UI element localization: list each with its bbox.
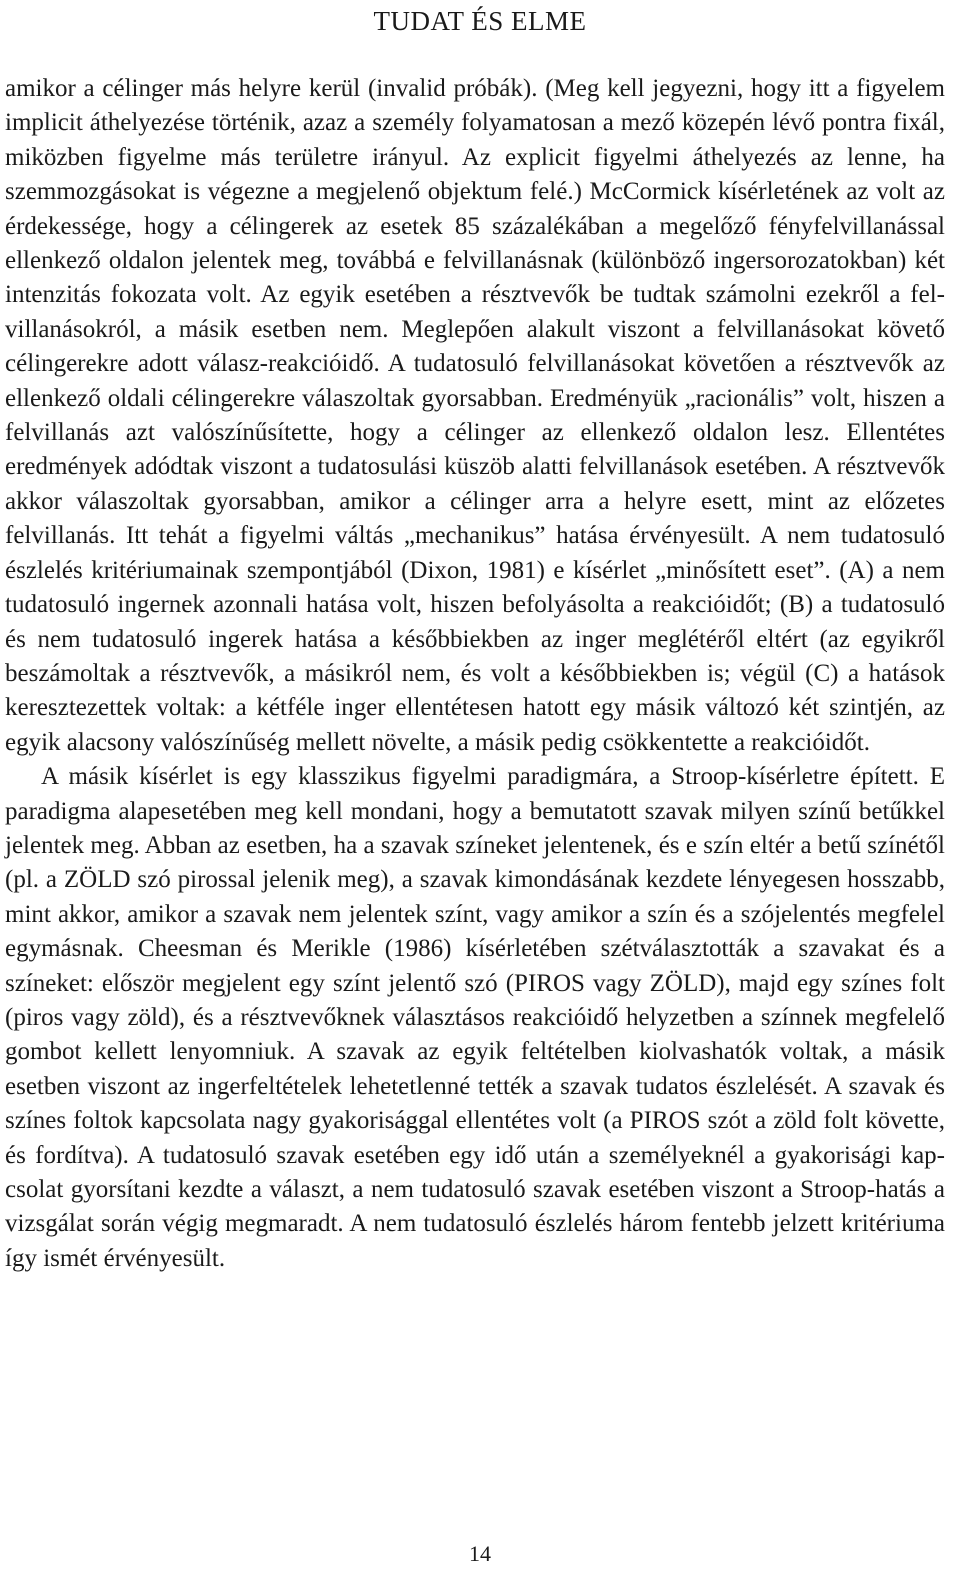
paragraph-1: amikor a célinger más helyre kerül (invalid próbák). (Meg kell jegyezni, hogy itt a figyelem implicit áthelyezése történik, azaz a személy folyamatosan a mező közepén lévő pontra fixál, miközben figyelme más területre irányul. Az explicit figyelmi áthelyezés az lenne, ha szemmozgásokat is végezne a megjelenő objektum felé.) McCormick kísérletének az volt az érdekessége, hogy a célingerek az esetek 85 százalékában a megelőző fényfelvillanással ellenkező oldalon jelentek meg, továbbá e felvillanásnak (különböző ingersorozatokban) két intenzitás fokozata volt. Az egyik esetében a résztvevők be tudtak számolni ezekről a felvillanásokról, a másik esetben nem. Meglepően alakult viszont a felvillanásokat követő célingerekre adott válasz-reakcióidő. A tudatosuló felvillanásokat követően a résztvevők az ellenkező oldali célingerekre válaszoltak gyorsabban. Eredményük „racionális” volt, hiszen a felvillanás azt valószínűsítette, hogy a célinger az ellenkező oldalon lesz. Ellentétes eredmények adódtak viszont a tudatosulási küszöb alatti felvillanások esetében. A résztvevők akkor válaszoltak gyorsabban, amikor a célinger arra a helyre esett, mint az előzetes felvillanás. Itt tehát a figyelmi váltás „mechanikus” hatása érvényesült. A nem tudatosuló észlelés kritériumainak szempontjából (Dixon, 1981) e kísérlet „minősített eset”. (A) a nem tudatosuló ingernek azonnali hatása volt, hiszen befolyásolta a reakcióidőt; (B) a tudatosuló és nem tudatosuló ingerek hatása a későbbiekben az inger meglétéről eltért (az egyikről beszámoltak a résztvevők, a másikról nem, és volt a későbbiekben is; végül (C) a hatások keresztezettek voltak: a kétféle inger ellentétesen hatott egy másik változó két szintjén, az egyik alacsony valószínűség mellett növelte, a másik pedig csökkentette a reakcióidőt.	[5, 75, 945, 756]
paragraph-2: A másik kísérlet is egy klasszikus figyelmi paradigmára, a Stroop-kísérletre épített. E paradigma alapesetében meg kell mondani, hogy a bemutatott szavak milyen színű betűkkel jelentek meg. Abban az esetben, ha a szavak színeket jelentenek, és e szín eltér a betű színétől (pl. a ZÖLD szó pirossal jelenik meg), a szavak kimondásának kezdete lényegesen hosszabb, mint akkor, amikor a szavak nem jelentek színt, vagy amikor a szín és a szójelentés megfelel egymásnak. Cheesman és Merikle (1986) kísérletében szétválasztották a szavakat és a színeket: először megjelent egy színt jelentő szó (PIROS vagy ZÖLD), majd egy színes folt (piros vagy zöld), és a résztvevőknek választásos reakcióidő helyzetben a színnek megfelelő gombot kellett lenyomniuk. A szavak az egyik feltételben kiolvashatók voltak, a másik esetben viszont az ingerfeltételek lehetetlenné tették a szavak tudatos észlelését. A szavak és színes foltok kapcsolata nagy gyakorisággal ellentétes volt (a PIROS szót a zöld folt követte, és fordítva). A tudatosuló szavak esetében egy idő után a személyeknél a gyakorisági kapcsolat gyorsítani kezdte a választ, a nem tudatosuló szavak esetében viszont a Stroop-hatás a vizsgálat során végig megmaradt. A nem tudatosuló észlelés három fentebb jelzett kritériuma így ismét érvényesült.	[5, 763, 945, 1272]
page-number: 14	[469, 1541, 491, 1566]
body-text	[5, 72, 945, 1276]
running-head-title: TUDAT ÉS ELME	[373, 6, 587, 36]
